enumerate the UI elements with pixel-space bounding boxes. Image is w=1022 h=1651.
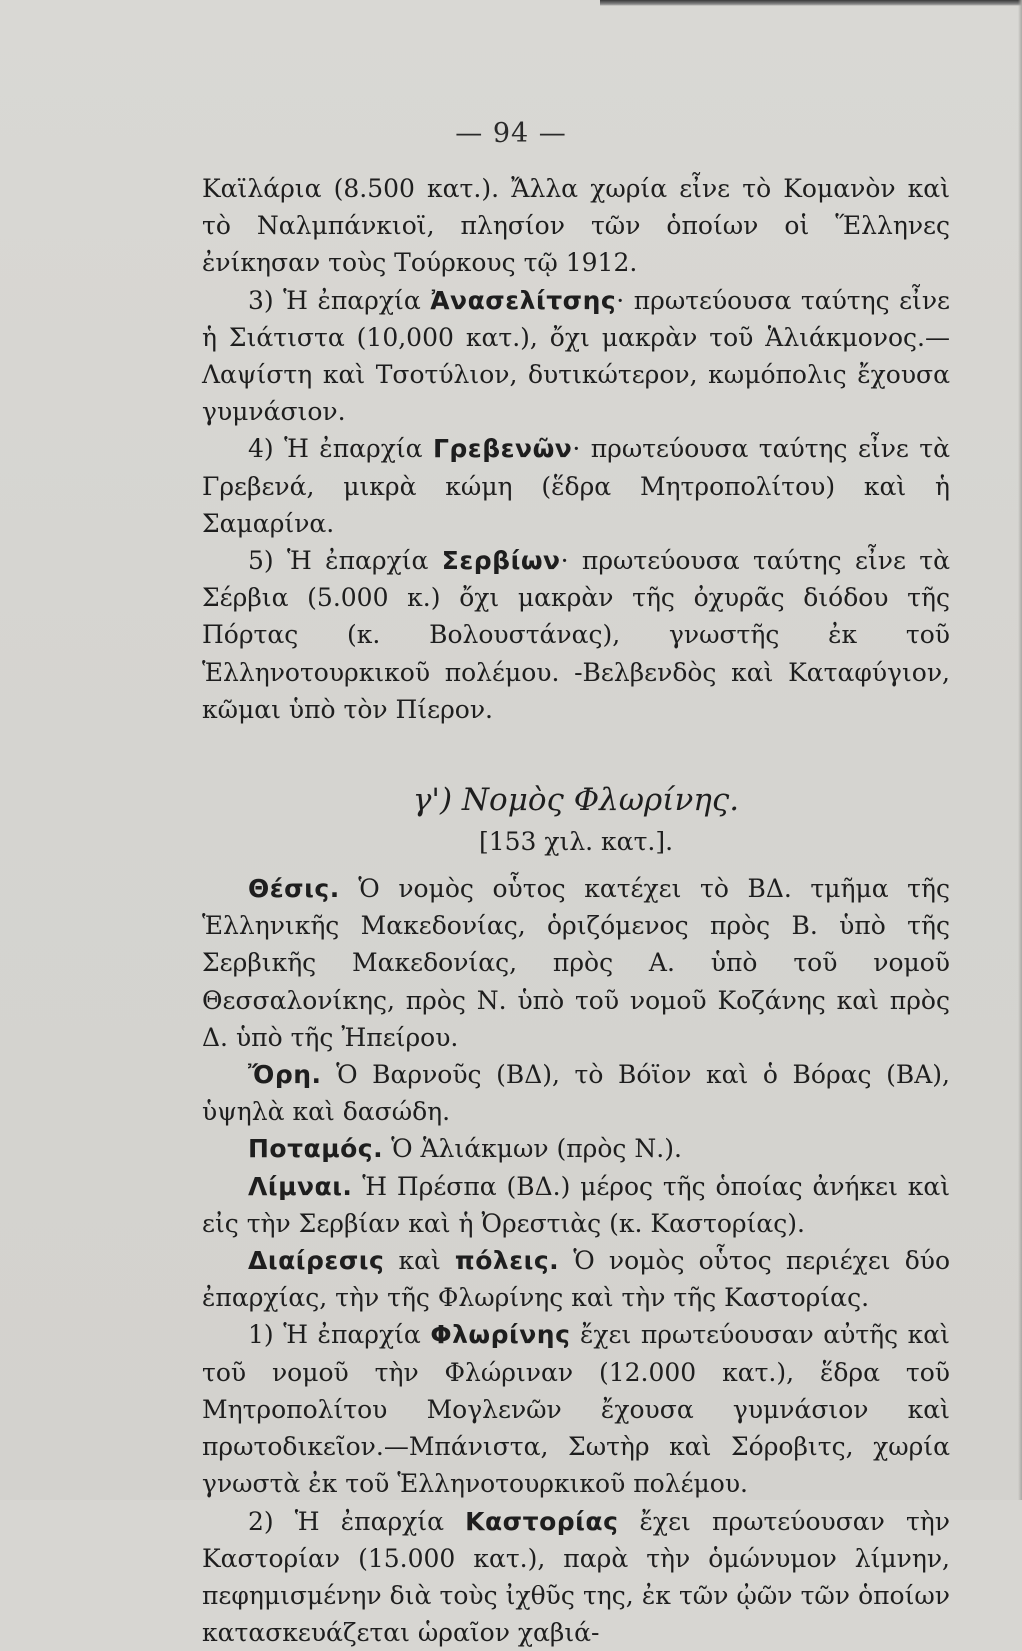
bold-term: Διαίρεσις bbox=[248, 1246, 384, 1275]
bold-term: πόλεις. bbox=[455, 1246, 559, 1275]
paragraph-group-florina bbox=[202, 870, 950, 1651]
paragraph bbox=[202, 870, 950, 1056]
text-run: 2) Ἡ ἐπαρχία bbox=[248, 1507, 465, 1536]
text-run: 3) Ἡ ἐπαρχία bbox=[248, 286, 430, 315]
paragraph bbox=[202, 282, 950, 431]
page-edge-shadow bbox=[1018, 0, 1022, 1500]
body-text bbox=[202, 170, 950, 1651]
section-heading: γ') Νομὸς Φλωρίνης. bbox=[202, 780, 950, 820]
paragraph bbox=[202, 1130, 950, 1167]
paragraph bbox=[202, 170, 950, 282]
bold-term: Γρεβενῶν bbox=[433, 434, 572, 463]
text-run: Ὁ Ἁλιάκμων (πρὸς Ν.). bbox=[383, 1134, 682, 1163]
bold-term: Σερβίων bbox=[442, 546, 561, 575]
bold-term: Θέσις. bbox=[248, 874, 340, 903]
paragraph bbox=[202, 1242, 950, 1316]
paragraph bbox=[202, 542, 950, 728]
text-run: Ὁ νομὸς οὗτος κατέχει τὸ ΒΔ. τμῆμα τῆς Ἑλληνικῆς Μακεδονίας, ὁριζόμενος πρὸς Β. ὑπὸ τῆς Σερβικῆς Μακεδονίας, πρὸς Α. ὑπὸ τοῦ νομοῦ Θεσσαλονίκης, πρὸς Ν. ὑπὸ τοῦ νομοῦ Κοζάνης καὶ πρὸς Δ. ὑπὸ τῆς Ἠπείρου. bbox=[202, 874, 950, 1052]
text-run: 4) Ἡ ἐπαρχία bbox=[248, 434, 433, 463]
text-run: · πρωτεύουσα ταύτης εἶνε ἡ Σιάτιστα (10,000 κατ.), ὄχι μακρὰν τοῦ Ἁλιάκμονος.—Λαψίστη καὶ Τσοτύλιον, δυτικώτερον, κωμόπολις ἔχουσα γυμνάσιον. bbox=[202, 286, 950, 427]
paragraph-group-provinces bbox=[202, 170, 950, 728]
text-run: Ἡ Πρέσπα (ΒΔ.) μέρος τῆς ὁποίας ἀνήκει καὶ εἰς τὴν Σερβίαν καὶ ἡ Ὀρεστιὰς (κ. Καστορίας). bbox=[202, 1172, 950, 1238]
section-area-note: [153 χιλ. κατ.]. bbox=[202, 824, 950, 860]
bold-term: Ὄρη. bbox=[248, 1060, 322, 1089]
text-run: · πρωτεύουσα ταύτης εἶνε τὰ Σέρβια (5.000 κ.) ὄχι μακρὰν τῆς ὀχυρᾶς διόδου τῆς Πόρτας (κ. Βολουστάνας), γνωστῆς ἐκ τοῦ Ἑλληνοτουρκικοῦ πολέμου. -Βελβενδὸς καὶ Καταφύγιον, κῶμαι ὑπὸ τὸν Πίερον. bbox=[202, 546, 950, 724]
bold-term: Φλωρίνης bbox=[430, 1320, 570, 1349]
paragraph bbox=[202, 1056, 950, 1130]
paragraph bbox=[202, 1503, 950, 1651]
paragraph bbox=[202, 1168, 950, 1242]
bold-term: Λίμναι. bbox=[248, 1172, 352, 1201]
text-run: 1) Ἡ ἐπαρχία bbox=[248, 1320, 430, 1349]
page-number: — 94 — bbox=[0, 118, 1022, 149]
paragraph bbox=[202, 430, 950, 542]
text-run: Ὁ Βαρνοῦς (ΒΔ), τὸ Βόϊον καὶ ὁ Βόρας (ΒΑ), ὑψηλὰ καὶ δασώδη. bbox=[202, 1060, 950, 1126]
text-run: 5) Ἡ ἐπαρχία bbox=[248, 546, 442, 575]
text-run: ἔχει πρωτεύουσαν τὴν Καστορίαν (15.000 κατ.), παρὰ τὴν ὁμώνυμον λίμνην, πεφημισμένην διὰ τοὺς ἰχθῦς της, ἐκ τῶν ᾠῶν τῶν ὁποίων κατασκευάζεται ὡραῖον χαβιά- bbox=[202, 1507, 950, 1648]
paragraph bbox=[202, 1316, 950, 1502]
text-run: Ὁ νομὸς οὗτος περιέχει δύο ἐπαρχίας, τὴν τῆς Φλωρίνης καὶ τὴν τῆς Καστορίας. bbox=[202, 1246, 950, 1312]
bold-term: Καστορίας bbox=[465, 1507, 618, 1536]
text-run: · πρωτεύουσα ταύτης εἶνε τὰ Γρεβενά, μικρὰ κώμη (ἕδρα Μητροπολίτου) καὶ ἡ Σαμαρίνα. bbox=[202, 434, 950, 537]
bold-term: Ποταμός. bbox=[248, 1134, 383, 1163]
text-run: καὶ bbox=[384, 1246, 455, 1275]
bold-term: Ἀνασελίτσης bbox=[430, 286, 616, 315]
top-edge-rule bbox=[600, 0, 1022, 6]
text-run: ἔχει πρωτεύουσαν αὐτῆς καὶ τοῦ νομοῦ τὴν Φλώριναν (12.000 κατ.), ἕδρα τοῦ Μητροπολίτου Μογλενῶν ἔχουσα γυμνάσιον καὶ πρωτοδικεῖον.—Μπάνιστα, Σωτὴρ καὶ Σόροβιτς, χωρία γνωστὰ ἐκ τοῦ Ἑλληνοτουρκικοῦ πολέμου. bbox=[202, 1320, 950, 1498]
text-run: Καϊλάρια (8.500 κατ.). Ἄλλα χωρία εἶνε τὸ Κομανὸν καὶ τὸ Ναλμπάνκιοϊ, πλησίον τῶν ὁποίων οἱ Ἕλληνες ἐνίκησαν τοὺς Τούρκους τῷ 1912. bbox=[202, 174, 950, 277]
